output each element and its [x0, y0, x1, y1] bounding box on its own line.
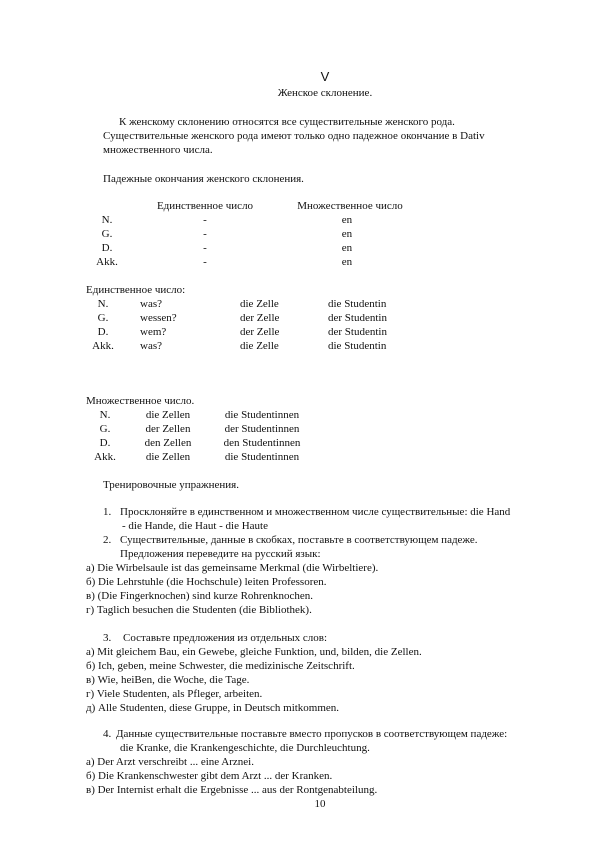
- chapter-mark: V: [320, 69, 330, 84]
- exercise-number: 3.: [103, 632, 112, 644]
- exercise-item: в) (Die Fingerknochen) sind kurze Rohrenknochen.: [86, 590, 313, 602]
- noun-studentinnen: den Studentinnen: [223, 437, 301, 449]
- page-number: 10: [314, 798, 326, 810]
- singular-ending: -: [203, 214, 207, 226]
- case-question: wem?: [140, 326, 167, 338]
- noun-studentin: der Studentin: [328, 326, 387, 338]
- case-label: D.: [97, 326, 109, 338]
- case-label: N.: [97, 298, 109, 310]
- exercise-4-line: Данные существительные поставьте вместо пропусков в соответствующем падеже:: [116, 728, 508, 740]
- noun-studentinnen: der Studentinnen: [224, 423, 300, 435]
- endings-title: Падежные окончания женского склонения.: [103, 173, 304, 185]
- case-label: Akk.: [94, 451, 116, 463]
- exercise-item: а) Der Arzt verschreibt ... eine Arznei.: [86, 756, 254, 768]
- exercise-3-title: Составьте предложения из отдельных слов:: [123, 632, 328, 644]
- exercise-item: г) Taglich besuchen die Studenten (die Bibliothek).: [86, 604, 312, 616]
- exercise-item: а) Die Wirbelsaule ist das gemeinsame Merkmal (die Wirbeltiere).: [86, 562, 379, 574]
- noun-zellen: die Zellen: [145, 451, 191, 463]
- singular-ending: -: [203, 242, 207, 254]
- singular-ending: -: [203, 228, 207, 240]
- noun-studentinnen: die Studentinnen: [224, 451, 300, 463]
- exercise-item: г) Viele Studenten, als Pfleger, arbeiten.: [86, 688, 263, 700]
- endings-col-plural: Множественное число: [297, 200, 403, 212]
- intro-line: Существительные женского рода имеют только одно падежное окончание в Dativ: [103, 130, 485, 142]
- noun-zellen: der Zellen: [145, 423, 191, 435]
- plural-ending: en: [341, 256, 353, 268]
- exercise-4-line: die Kranke, die Krankengeschichte, die Durchleuchtung.: [120, 742, 370, 754]
- case-label: G.: [99, 423, 111, 435]
- exercise-number: 1.: [103, 506, 112, 518]
- exercise-2-line: Существительные, данные в скобках, поставьте в соответствующем падеже.: [120, 534, 478, 546]
- case-label: Akk.: [96, 256, 118, 268]
- case-label: D.: [101, 242, 113, 254]
- plural-ending: en: [341, 214, 353, 226]
- noun-zellen: den Zellen: [144, 437, 192, 449]
- page-heading: Женское склонение.: [277, 87, 373, 99]
- case-question: was?: [140, 340, 162, 352]
- case-label: Akk.: [92, 340, 114, 352]
- exercise-item: в) Der Internist erhalt die Ergebnisse ... aus der Rontgenabteilung.: [86, 784, 378, 796]
- exercise-number: 4.: [103, 728, 112, 740]
- intro-line: множественного числа.: [103, 144, 213, 156]
- plural-ending: en: [341, 228, 353, 240]
- exercise-2-line: Предложения переведите на русский язык:: [120, 548, 321, 560]
- noun-studentin: der Studentin: [328, 312, 387, 324]
- plural-title: Множественное число.: [86, 395, 195, 407]
- exercise-number: 2.: [103, 534, 112, 546]
- case-label: N.: [99, 409, 111, 421]
- noun-studentinnen: die Studentinnen: [224, 409, 300, 421]
- case-label: G.: [97, 312, 109, 324]
- noun-studentin: die Studentin: [328, 340, 387, 352]
- case-label: N.: [101, 214, 113, 226]
- exercise-item: б) Die Krankenschwester gibt dem Arzt ... der Kranken.: [86, 770, 333, 782]
- case-question: was?: [140, 298, 162, 310]
- noun-zellen: die Zellen: [145, 409, 191, 421]
- exercise-1-line: Просклоняйте в единственном и множественном числе существительные: die Hand: [120, 506, 511, 518]
- exercise-item: д) Alle Studenten, diese Gruppe, in Deutsch mitkommen.: [86, 702, 340, 714]
- noun-zelle: der Zelle: [240, 326, 280, 338]
- noun-zelle: die Zelle: [240, 340, 279, 352]
- intro-line: К женскому склонению относятся все существительные женского рода.: [119, 116, 455, 128]
- plural-ending: en: [341, 242, 353, 254]
- exercise-item: в) Wie, heiBen, die Woche, die Tage.: [86, 674, 250, 686]
- exercise-1-line: - die Hande, die Haut - die Haute: [122, 520, 268, 532]
- singular-title: Единственное число:: [86, 284, 186, 296]
- exercise-item: б) Die Lehrstuhle (die Hochschule) leiten Professoren.: [86, 576, 327, 588]
- exercise-item: а) Mit gleichem Bau, ein Gewebe, gleiche Funktion, und, bilden, die Zellen.: [86, 646, 422, 658]
- exercises-title: Тренировочные упражнения.: [103, 479, 239, 491]
- endings-col-singular: Единственное число: [156, 200, 254, 212]
- case-label: D.: [99, 437, 111, 449]
- noun-studentin: die Studentin: [328, 298, 387, 310]
- noun-zelle: der Zelle: [240, 312, 280, 324]
- case-label: G.: [101, 228, 113, 240]
- noun-zelle: die Zelle: [240, 298, 279, 310]
- singular-ending: -: [203, 256, 207, 268]
- exercise-item: б) Ich, geben, meine Schwester, die medizinische Zeitschrift.: [86, 660, 355, 672]
- case-question: wessen?: [140, 312, 177, 324]
